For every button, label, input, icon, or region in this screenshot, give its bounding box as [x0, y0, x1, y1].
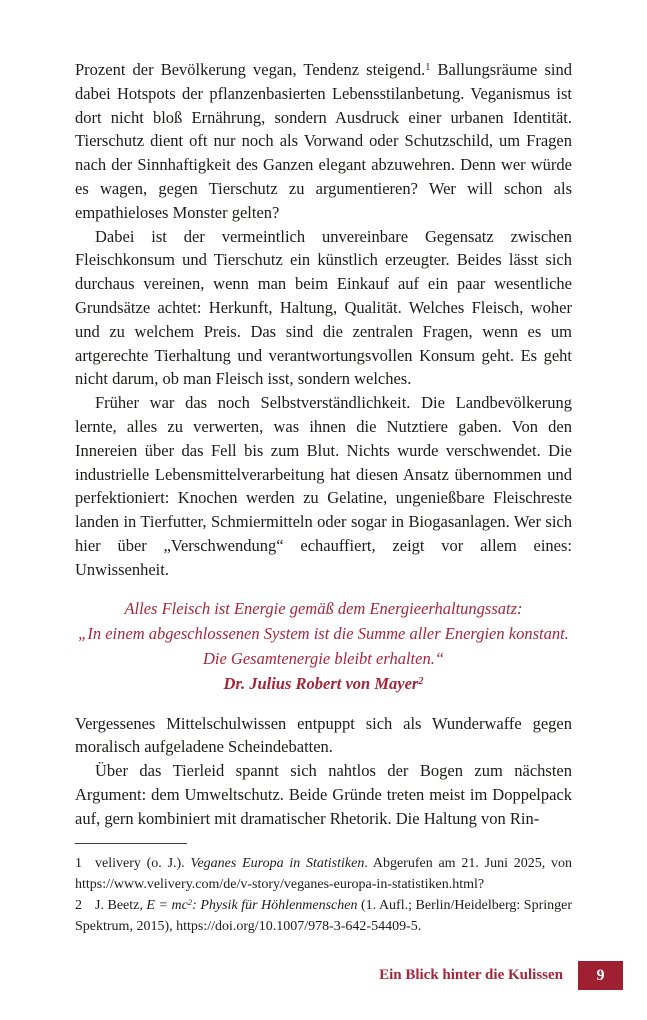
quote-block — [75, 596, 572, 696]
text-run: velivery (o. J.). — [95, 855, 191, 871]
footnote-work-title: E = mc — [146, 897, 188, 913]
paragraph-4: Vergessenes Mittelschulwissen entpuppt sich als Wunderwaffe gegen moralisch aufgeladene Scheindebatten. — [75, 713, 572, 757]
footnote-number: 1 — [75, 855, 82, 871]
footnote-ref-2: 2 — [418, 675, 424, 687]
text-run: J. Beetz, — [95, 897, 147, 913]
quote-attribution — [75, 671, 572, 696]
text-run: Ballungsräume sind dabei Hotspots der pflanzenbasierten Lebensstilanbetung. Veganismus ist dort nicht bloß Ernährung, sondern Ausdruck einer urbanen Identität. Tierschutz dient oft nur noch als Vorwand oder Schutzschild, um Fragen nach der Sinnhaftigkeit des Ganzen elegant abzuwehren. Denn wer würde es wagen, gegen Tierschutz zu argumentieren? Wer will schon als empathieloses Monster gelten? — [75, 60, 573, 222]
exponent — [188, 897, 192, 907]
quote-author: Dr. Julius Robert von Mayer — [223, 673, 419, 693]
running-footer-title: Ein Blick hinter die Kulissen — [379, 967, 563, 983]
page-number: 9 — [578, 961, 623, 990]
text-run: (1. Aufl.; Berlin/Heidelberg: Springer Spektrum, 2015), https://doi.org/10.1007/978-3-642-54409-5. — [75, 897, 572, 934]
text-run: . Abgerufen am 21. Juni 2025, von https://www.velivery.com/de/v-story/veganes-europa-in-statistiken.html? — [75, 855, 572, 892]
footnote-ref-1: 1 — [425, 62, 431, 74]
text-run: Prozent der Bevölkerung vegan, Tendenz steigend. — [75, 60, 426, 79]
footnote-1 — [75, 853, 572, 895]
paragraph-2: Dabei ist der vermeintlich unvereinbare Gegensatz zwischen Fleischkonsum und Tierschutz ein künstlich erzeugter. Beides lässt sich durchaus vereinen, wenn man beim Einkauf auf ein paar wesentliche Grundsätze achtet: Herkunft, Haltung, Qualität. Welches Fleisch, woher und zu welchem Preis. Das sind die zentralen Fragen, wenn es um artgerechte Tierhaltung und verantwortungsvollen Konsum geht. Es geht nicht darum, ob man Fleisch isst, sondern welches. — [75, 226, 572, 389]
paragraph-3: Früher war das noch Selbstverständlichkeit. Die Landbevölkerung lernte, alles zu verwerten, was ihnen die Nutztiere gaben. Von den Innereien über das Fell bis zum Blut. Nichts wurde verschwendet. Die industrielle Lebensmittelverarbeitung hat diesen Ansatz übernommen und perfektioniert: Knochen werden zu Gelatine, ungenießbare Fleischreste landen in Tierfutter, Schmiermitteln oder sogar in Biogasanlagen. Wer sich hier über „Verschwendung“ echauffiert, zeigt vor allem eines: Unwissenheit. — [75, 393, 572, 579]
quote-line-1: Alles Fleisch ist Energie gemäß dem Energieerhaltungssatz: — [124, 598, 523, 618]
footnote-2 — [75, 895, 572, 937]
footnotes-section — [75, 843, 572, 937]
quote-line-2: „In einem abgeschlossenen System ist die Summe aller Energien konstant. Die Gesamtenergie bleibt erhalten.“ — [78, 623, 569, 668]
page-footer — [75, 961, 647, 990]
text-run: 2 — [187, 896, 193, 907]
paragraph-5: Über das Tierleid spannt sich nahtlos der Bogen zum nächsten Argument: dem Umweltschutz. Beide Gründe treten meist im Doppelpack auf, gern kombiniert mit dramatischer Rhetorik. Die Haltung von Rin- — [75, 761, 572, 828]
paragraph-1 — [75, 58, 572, 225]
footnote-number: 2 — [75, 897, 82, 913]
footnote-work-title: : Physik für Höhlenmenschen — [192, 897, 358, 913]
footnote-work-title: Veganes Europa in Statistiken — [190, 855, 365, 871]
footnote-separator — [75, 843, 187, 844]
